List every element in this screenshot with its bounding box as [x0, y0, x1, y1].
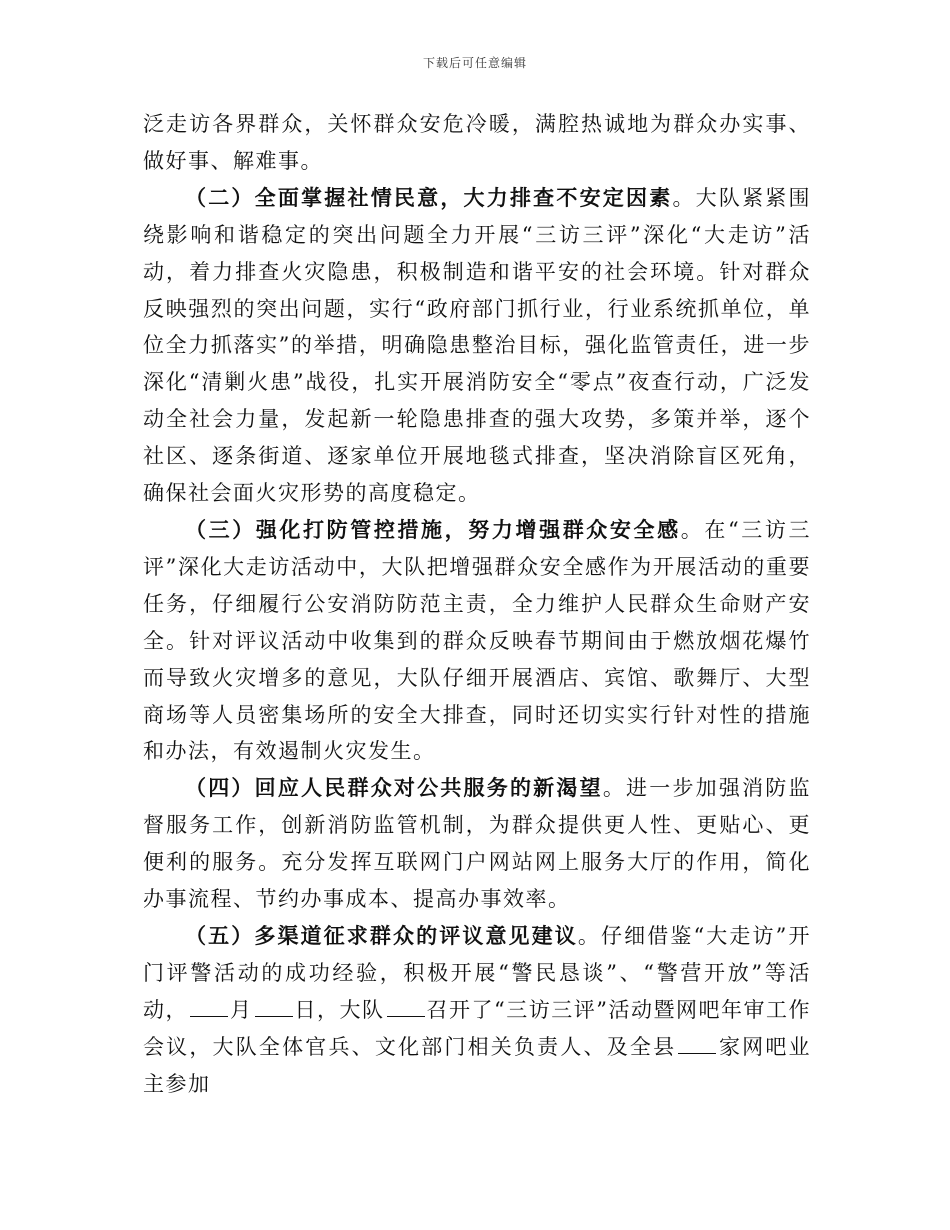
section-heading: （四）回应人民群众对公共服务的新渴望 [185, 775, 603, 801]
paragraph-section-2 [143, 180, 811, 512]
paragraph-text: 。大队紧紧围绕影响和谐稳定的突出问题全力开展“三访三评”深化“大走访”活动，着力排查火灾隐患，积极制造和谐平安的社会环境。针对群众反映强烈的突出问题，实行“政府部门抓行业，行业系统抓单位，单位全力抓落实”的举措，明确隐患整治目标，强化监管责任，进一步深化“清剿火患”战役，扎实开展消防安全“零点”夜查行动，广泛发动全社会力量，发起新一轮隐患排查的强大攻势，多策并举，逐个社区、逐条街道、逐家单位开展地毯式排查，坚决消除盲区死角，确保社会面火灾形势的高度稳定。 [143, 185, 812, 506]
fill-blank [190, 1015, 228, 1017]
section-heading: （二）全面掌握社情民意，大力排查不安定因素 [185, 184, 673, 210]
paragraph-text: 泛走访各界群众，关怀群众安危冷暖，满腔热诚地为群众办实事、做好事、解难事。 [143, 112, 811, 173]
fill-blank [387, 1015, 425, 1017]
paragraph-text: 。在“三访三评”深化大走访活动中，大队把增强群众安全感作为开展活动的重要任务，仔细履行公安消防防范主责，全力维护人民群众生命财产安全。针对评议活动中收集到的群众反映春节期间由于燃放烟花爆竹而导致火灾增多的意见，大队仔细开展酒店、宾馆、歌舞厅、大型商场等人员密集场所的安全大排查，同时还切实实行针对性的措施和办法，有效遏制火灾发生。 [143, 517, 811, 764]
section-heading: （五）多渠道征求群众的评议意见建议 [185, 922, 578, 948]
paragraph-section-3 [143, 512, 811, 770]
fill-blank [678, 1052, 716, 1054]
fill-blank [255, 1015, 293, 1017]
document-body [143, 106, 811, 1102]
paragraph-text: 日，大队 [294, 997, 385, 1022]
paragraph-continuation [143, 106, 811, 180]
paragraph-section-5 [143, 918, 811, 1103]
paragraph-text: 家网吧业主参加 [143, 1034, 812, 1096]
paragraph-section-4 [143, 770, 811, 918]
page-header: 下载后可任意编辑 [422, 56, 527, 70]
paragraph-text: 月 [230, 997, 253, 1022]
paragraph-text: 召开了“三访三评”活动暨网吧年审工作会议，大队全体官兵、文化部门相关负责人、及全县 [143, 997, 812, 1059]
paragraph-text: 。仔细借鉴“大走访”开门评警活动的成功经验，积极开展“警民恳谈”、“警营开放”等活动， [143, 923, 811, 1022]
section-heading: （三）强化打防管控措施，努力增强群众安全感 [185, 516, 681, 542]
paragraph-text: 。进一步加强消防监督服务工作，创新消防监管机制，为群众提供更人性、更贴心、更便利的服务。充分发挥互联网门户网站网上服务大厅的作用，简化办事流程、节约办事成本、提高办事效率。 [143, 776, 812, 912]
